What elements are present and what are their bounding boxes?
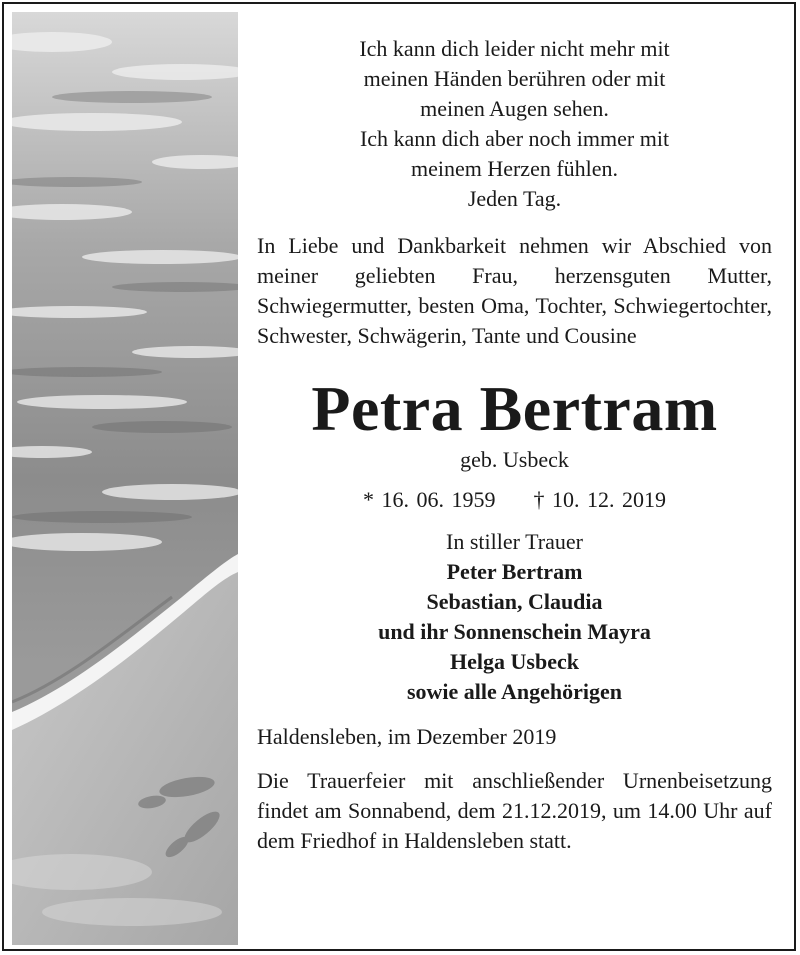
birth-date: * 16. 06. 1959 — [363, 487, 496, 512]
poem — [257, 34, 772, 214]
poem-line: Jeden Tag. — [467, 186, 562, 211]
birth-name: geb. Usbeck — [460, 447, 569, 472]
beach-photo — [12, 12, 238, 945]
mourners — [257, 527, 772, 707]
life-dates — [257, 485, 772, 515]
mourner-name: Peter Bertram — [446, 559, 583, 584]
obituary-text — [257, 34, 772, 856]
poem-line: meinen Augen sehen. — [420, 96, 609, 121]
mourner-name: sowie alle Angehörigen — [406, 679, 623, 704]
place-date: Haldensleben, im Dezember 2019 — [257, 724, 557, 749]
obituary-frame — [2, 2, 796, 951]
poem-line: Ich kann dich leider nicht mehr mit — [359, 36, 670, 61]
mourners-heading: In stiller Trauer — [446, 529, 583, 554]
poem-line: meinen Händen berühren oder mit — [363, 66, 666, 91]
mourner-name: Sebastian, Claudia — [426, 589, 603, 614]
mourner-name: Helga Usbeck — [450, 649, 579, 674]
death-date: † 10. 12. 2019 — [533, 487, 666, 512]
poem-line: Ich kann dich aber noch immer mit — [359, 126, 670, 151]
poem-line: meinem Herzen fühlen. — [410, 156, 619, 181]
deceased-name: Petra Bertram — [311, 373, 718, 444]
beach-waves-image — [12, 12, 238, 945]
funeral-notice: Die Trauerfeier mit anschließender Urnenbeisetzung findet am Sonnabend, dem 21.12.2019, um 14.00 Uhr auf dem Friedhof in Haldensleben statt. — [257, 768, 772, 853]
mourner-name: und ihr Sonnenschein Mayra — [378, 619, 651, 644]
farewell-intro: In Liebe und Dankbarkeit nehmen wir Abschied von meiner geliebten Frau, herzensguten Mutter, Schwiegermutter, besten Oma, Tochter, Schwiegertochter, Schwester, Schwägerin, Tante und Cousine — [257, 233, 772, 348]
